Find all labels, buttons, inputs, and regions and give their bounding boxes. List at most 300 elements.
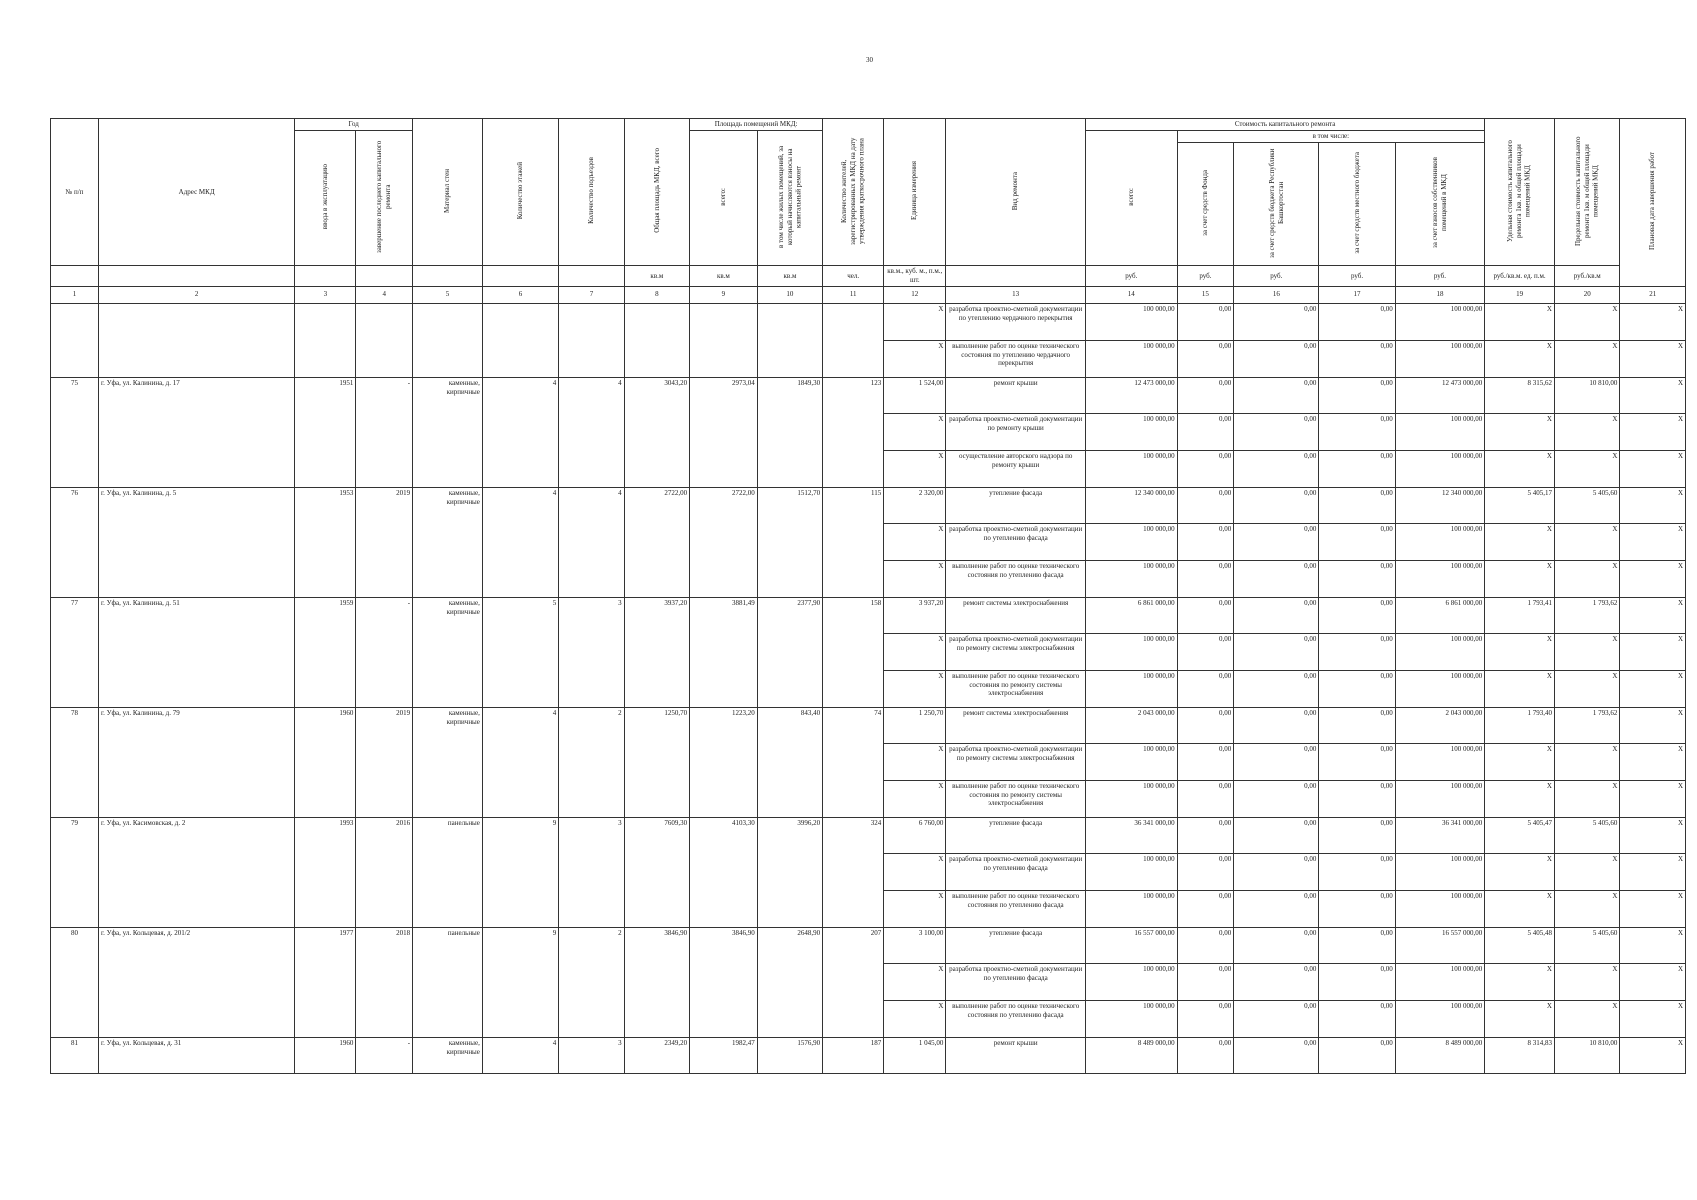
- header-area-living: в том числе жилых помещений, за который начисляются взносы на капитальный ремонт: [776, 145, 803, 248]
- cost-local-cell: 0,00: [1319, 377, 1395, 413]
- cost-total-cell: 100 000,00: [1085, 890, 1177, 927]
- work-type-cell: утепление фасада: [946, 927, 1086, 963]
- unit-cost-cell: 8 315,62: [1485, 377, 1555, 413]
- work-type-cell: выполнение работ по оценке технического состояния по утеплению фасада: [946, 560, 1086, 597]
- cost-local-cell: 0,00: [1319, 927, 1395, 963]
- column-number-row: [51, 286, 1686, 303]
- residents-cell: 158: [823, 597, 884, 707]
- cost-fund-cell: 0,00: [1177, 413, 1234, 450]
- row-number-cell: 80: [51, 927, 99, 1037]
- unit-label: кв.м., куб. м., п.м., шт.: [884, 266, 946, 287]
- area-all-cell: 3846,90: [690, 927, 758, 1037]
- table-row: [51, 377, 1686, 413]
- area-all-cell: 3881,49: [690, 597, 758, 707]
- end-date-cell: X: [1620, 780, 1686, 817]
- wall-material-cell: панельные: [413, 817, 483, 927]
- header-entrances: Количество подъездов: [587, 157, 596, 225]
- unit-label: чел.: [823, 266, 884, 287]
- unit-label: руб.: [1085, 266, 1177, 287]
- unit-label: кв.м: [690, 266, 758, 287]
- limit-cost-cell: X: [1554, 743, 1619, 780]
- entrances-cell: 3: [559, 597, 624, 707]
- column-number: 7: [559, 286, 624, 303]
- limit-cost-cell: X: [1554, 523, 1619, 560]
- cost-rb-cell: 0,00: [1234, 450, 1319, 487]
- table-row: [51, 817, 1686, 853]
- unit-cost-cell: X: [1485, 413, 1555, 450]
- cost-rb-cell: 0,00: [1234, 1037, 1319, 1073]
- header-cost-total: всего:: [1126, 187, 1135, 206]
- residents-cell: 123: [823, 377, 884, 487]
- unit-quantity-cell: X: [884, 340, 946, 377]
- unit-cost-cell: 1 793,40: [1485, 707, 1555, 743]
- unit-quantity-cell: X: [884, 890, 946, 927]
- cost-owners-cell: 100 000,00: [1395, 1000, 1485, 1037]
- cost-local-cell: 0,00: [1319, 560, 1395, 597]
- cost-rb-cell: 0,00: [1234, 597, 1319, 633]
- cost-fund-cell: 0,00: [1177, 377, 1234, 413]
- end-date-cell: X: [1620, 1000, 1686, 1037]
- header-last-repair: завершение последнего капитального ремонта: [375, 140, 393, 253]
- area-living-cell: 1576,90: [757, 1037, 822, 1073]
- empty-cell: [295, 303, 356, 377]
- column-number: 19: [1485, 286, 1555, 303]
- wall-material-cell: каменные, кирпичные: [413, 377, 483, 487]
- residents-cell: 187: [823, 1037, 884, 1073]
- unit-cost-cell: X: [1485, 523, 1555, 560]
- column-number: 15: [1177, 286, 1234, 303]
- limit-cost-cell: X: [1554, 340, 1619, 377]
- unit-cost-cell: X: [1485, 303, 1555, 340]
- end-date-cell: X: [1620, 487, 1686, 523]
- limit-cost-cell: 5 405,60: [1554, 927, 1619, 963]
- row-number-cell: 75: [51, 377, 99, 487]
- cost-owners-cell: 100 000,00: [1395, 670, 1485, 707]
- entrances-cell: 3: [559, 1037, 624, 1073]
- header-residents: Количество жителей, зарегистрированных в МКД на дату утверждения краткосрочного плана: [840, 137, 866, 245]
- limit-cost-cell: 10 810,00: [1554, 377, 1619, 413]
- cost-owners-cell: 100 000,00: [1395, 340, 1485, 377]
- empty-cell: [482, 303, 558, 377]
- cost-local-cell: 0,00: [1319, 597, 1395, 633]
- entrances-cell: 4: [559, 487, 624, 597]
- cost-fund-cell: 0,00: [1177, 1000, 1234, 1037]
- last-repair-cell: -: [356, 377, 413, 487]
- residents-cell: 207: [823, 927, 884, 1037]
- area-all-cell: 1982,47: [690, 1037, 758, 1073]
- empty-cell: [413, 303, 483, 377]
- cost-local-cell: 0,00: [1319, 853, 1395, 890]
- entrances-cell: 3: [559, 817, 624, 927]
- last-repair-cell: -: [356, 597, 413, 707]
- end-date-cell: X: [1620, 1037, 1686, 1073]
- cost-fund-cell: 0,00: [1177, 487, 1234, 523]
- unit-cost-cell: X: [1485, 340, 1555, 377]
- cost-local-cell: 0,00: [1319, 303, 1395, 340]
- table-body: [51, 303, 1686, 1073]
- cost-rb-cell: 0,00: [1234, 963, 1319, 1000]
- unit-cost-cell: X: [1485, 1000, 1555, 1037]
- end-date-cell: X: [1620, 743, 1686, 780]
- address-cell: г. Уфа, ул. Калинина, д. 17: [98, 377, 294, 487]
- year-built-cell: 1977: [295, 927, 356, 1037]
- cost-fund-cell: 0,00: [1177, 817, 1234, 853]
- header-unit-cost: Удельная стоимость капитального ремонта 1кв. м общей площади помещений МКД: [1506, 139, 1532, 242]
- cost-rb-cell: 0,00: [1234, 853, 1319, 890]
- cost-local-cell: 0,00: [1319, 1037, 1395, 1073]
- cost-owners-cell: 100 000,00: [1395, 780, 1485, 817]
- unit-quantity-cell: X: [884, 963, 946, 1000]
- limit-cost-cell: X: [1554, 890, 1619, 927]
- cost-rb-cell: 0,00: [1234, 817, 1319, 853]
- end-date-cell: X: [1620, 853, 1686, 890]
- header-num: № п/п: [51, 119, 99, 266]
- header-end-date: Плановая дата завершения работ: [1648, 151, 1657, 251]
- unit-quantity-cell: X: [884, 853, 946, 890]
- cost-fund-cell: 0,00: [1177, 853, 1234, 890]
- column-number: 16: [1234, 286, 1319, 303]
- column-number: 21: [1620, 286, 1686, 303]
- cost-total-cell: 6 861 000,00: [1085, 597, 1177, 633]
- empty-cell: [51, 303, 99, 377]
- column-number: 12: [884, 286, 946, 303]
- cost-owners-cell: 36 341 000,00: [1395, 817, 1485, 853]
- end-date-cell: X: [1620, 633, 1686, 670]
- empty-cell: [624, 303, 689, 377]
- cost-local-cell: 0,00: [1319, 780, 1395, 817]
- end-date-cell: X: [1620, 597, 1686, 633]
- area-living-cell: 2377,90: [757, 597, 822, 707]
- cost-fund-cell: 0,00: [1177, 340, 1234, 377]
- unit-cost-cell: X: [1485, 963, 1555, 1000]
- address-cell: г. Уфа, ул. Калинина, д. 79: [98, 707, 294, 817]
- cost-owners-cell: 100 000,00: [1395, 450, 1485, 487]
- limit-cost-cell: X: [1554, 1000, 1619, 1037]
- cost-total-cell: 100 000,00: [1085, 1000, 1177, 1037]
- cost-total-cell: 100 000,00: [1085, 670, 1177, 707]
- area-total-cell: 2349,20: [624, 1037, 689, 1073]
- residents-cell: 324: [823, 817, 884, 927]
- column-number: 13: [946, 286, 1086, 303]
- cost-owners-cell: 100 000,00: [1395, 743, 1485, 780]
- cost-local-cell: 0,00: [1319, 487, 1395, 523]
- row-number-cell: 81: [51, 1037, 99, 1073]
- end-date-cell: X: [1620, 560, 1686, 597]
- unit-quantity-cell: X: [884, 633, 946, 670]
- cost-total-cell: 100 000,00: [1085, 633, 1177, 670]
- work-type-cell: выполнение работ по оценке технического состояния по ремонту системы электроснабжения: [946, 670, 1086, 707]
- floors-cell: 4: [482, 1037, 558, 1073]
- row-number-cell: 76: [51, 487, 99, 597]
- header-cost-owners: за счет взносов собственников помещений в МКД: [1431, 157, 1448, 248]
- limit-cost-cell: X: [1554, 670, 1619, 707]
- header-material: Материал стен: [443, 168, 452, 213]
- column-number: 1: [51, 286, 99, 303]
- cost-rb-cell: 0,00: [1234, 340, 1319, 377]
- cost-rb-cell: 0,00: [1234, 743, 1319, 780]
- work-type-cell: разработка проектно-сметной документации по ремонту крыши: [946, 413, 1086, 450]
- end-date-cell: X: [1620, 963, 1686, 1000]
- end-date-cell: X: [1620, 523, 1686, 560]
- table-header: [51, 119, 1686, 304]
- cost-fund-cell: 0,00: [1177, 927, 1234, 963]
- cost-total-cell: 100 000,00: [1085, 523, 1177, 560]
- cost-fund-cell: 0,00: [1177, 707, 1234, 743]
- area-all-cell: 1223,20: [690, 707, 758, 817]
- cost-owners-cell: 100 000,00: [1395, 963, 1485, 1000]
- floors-cell: 9: [482, 817, 558, 927]
- year-built-cell: 1993: [295, 817, 356, 927]
- unit-quantity-cell: X: [884, 670, 946, 707]
- empty-cell: [690, 303, 758, 377]
- entrances-cell: 2: [559, 927, 624, 1037]
- limit-cost-cell: X: [1554, 780, 1619, 817]
- cost-rb-cell: 0,00: [1234, 890, 1319, 927]
- cost-owners-cell: 16 557 000,00: [1395, 927, 1485, 963]
- residents-cell: 74: [823, 707, 884, 817]
- cost-local-cell: 0,00: [1319, 890, 1395, 927]
- work-type-cell: осуществление авторского надзора по ремонту крыши: [946, 450, 1086, 487]
- cost-owners-cell: 6 861 000,00: [1395, 597, 1485, 633]
- end-date-cell: X: [1620, 340, 1686, 377]
- cost-fund-cell: 0,00: [1177, 963, 1234, 1000]
- area-living-cell: 1849,30: [757, 377, 822, 487]
- limit-cost-cell: 10 810,00: [1554, 1037, 1619, 1073]
- work-type-cell: выполнение работ по оценке технического состояния по утеплению фасада: [946, 1000, 1086, 1037]
- unit-quantity-cell: 1 250,70: [884, 707, 946, 743]
- limit-cost-cell: 5 405,60: [1554, 487, 1619, 523]
- cost-owners-cell: 100 000,00: [1395, 890, 1485, 927]
- column-number: 14: [1085, 286, 1177, 303]
- cost-owners-cell: 100 000,00: [1395, 853, 1485, 890]
- area-living-cell: 843,40: [757, 707, 822, 817]
- entrances-cell: 2: [559, 707, 624, 817]
- work-type-cell: разработка проектно-сметной документации по ремонту системы электроснабжения: [946, 633, 1086, 670]
- unit-cost-cell: 1 793,41: [1485, 597, 1555, 633]
- unit-label: руб.: [1319, 266, 1395, 287]
- area-total-cell: 3937,20: [624, 597, 689, 707]
- end-date-cell: X: [1620, 377, 1686, 413]
- cost-rb-cell: 0,00: [1234, 413, 1319, 450]
- wall-material-cell: каменные, кирпичные: [413, 487, 483, 597]
- area-total-cell: 1250,70: [624, 707, 689, 817]
- empty-cell: [356, 303, 413, 377]
- entrances-cell: 4: [559, 377, 624, 487]
- cost-local-cell: 0,00: [1319, 963, 1395, 1000]
- unit-quantity-cell: X: [884, 560, 946, 597]
- work-type-cell: выполнение работ по оценке технического состояния по утеплению чердачного перекрытия: [946, 340, 1086, 377]
- work-type-cell: утепление фасада: [946, 817, 1086, 853]
- cost-fund-cell: 0,00: [1177, 450, 1234, 487]
- cost-total-cell: 100 000,00: [1085, 853, 1177, 890]
- cost-fund-cell: 0,00: [1177, 670, 1234, 707]
- unit-cost-cell: X: [1485, 890, 1555, 927]
- unit-label: руб./кв.м. ед. п.м.: [1485, 266, 1555, 287]
- work-type-cell: разработка проектно-сметной документации по ремонту системы электроснабжения: [946, 743, 1086, 780]
- residents-cell: 115: [823, 487, 884, 597]
- header-area-all: всего:: [719, 187, 728, 206]
- unit-quantity-cell: X: [884, 413, 946, 450]
- row-number-cell: 78: [51, 707, 99, 817]
- unit-quantity-cell: X: [884, 450, 946, 487]
- header-cost-local: за счет средств местного бюджета: [1352, 151, 1361, 254]
- table-row: [51, 1037, 1686, 1073]
- unit-quantity-cell: X: [884, 743, 946, 780]
- end-date-cell: X: [1620, 303, 1686, 340]
- unit-cost-cell: 5 405,48: [1485, 927, 1555, 963]
- column-number: 2: [98, 286, 294, 303]
- cost-local-cell: 0,00: [1319, 707, 1395, 743]
- unit-quantity-cell: X: [884, 1000, 946, 1037]
- unit-cost-cell: X: [1485, 450, 1555, 487]
- limit-cost-cell: X: [1554, 450, 1619, 487]
- cost-total-cell: 100 000,00: [1085, 963, 1177, 1000]
- limit-cost-cell: X: [1554, 560, 1619, 597]
- end-date-cell: X: [1620, 450, 1686, 487]
- cost-local-cell: 0,00: [1319, 450, 1395, 487]
- work-type-cell: утепление фасада: [946, 487, 1086, 523]
- floors-cell: 4: [482, 377, 558, 487]
- year-built-cell: 1960: [295, 1037, 356, 1073]
- header-area-group: Площадь помещений МКД:: [690, 119, 823, 131]
- work-type-cell: ремонт системы электроснабжения: [946, 707, 1086, 743]
- floors-cell: 5: [482, 597, 558, 707]
- cost-local-cell: 0,00: [1319, 413, 1395, 450]
- area-all-cell: 2973,04: [690, 377, 758, 487]
- area-total-cell: 7609,30: [624, 817, 689, 927]
- unit-label: руб.: [1395, 266, 1485, 287]
- column-number: 5: [413, 286, 483, 303]
- header-year-group: Год: [295, 119, 413, 131]
- limit-cost-cell: X: [1554, 853, 1619, 890]
- column-number: 6: [482, 286, 558, 303]
- cost-local-cell: 0,00: [1319, 1000, 1395, 1037]
- limit-cost-cell: X: [1554, 633, 1619, 670]
- last-repair-cell: 2018: [356, 927, 413, 1037]
- address-cell: г. Уфа, ул. Калинина, д. 5: [98, 487, 294, 597]
- work-type-cell: разработка проектно-сметной документации по утеплению чердачного перекрытия: [946, 303, 1086, 340]
- cost-owners-cell: 12 340 000,00: [1395, 487, 1485, 523]
- cost-rb-cell: 0,00: [1234, 523, 1319, 560]
- unit-label: кв.м: [624, 266, 689, 287]
- unit-quantity-cell: 3 937,20: [884, 597, 946, 633]
- cost-rb-cell: 0,00: [1234, 670, 1319, 707]
- cost-total-cell: 100 000,00: [1085, 560, 1177, 597]
- header-work-type: Вид ремонта: [1011, 171, 1020, 210]
- cost-total-cell: 100 000,00: [1085, 413, 1177, 450]
- wall-material-cell: каменные, кирпичные: [413, 597, 483, 707]
- cost-fund-cell: 0,00: [1177, 890, 1234, 927]
- cost-local-cell: 0,00: [1319, 340, 1395, 377]
- column-number: 11: [823, 286, 884, 303]
- work-type-cell: выполнение работ по оценке технического состояния по ремонту системы электроснабжения: [946, 780, 1086, 817]
- unit-cost-cell: 5 405,17: [1485, 487, 1555, 523]
- cost-fund-cell: 0,00: [1177, 743, 1234, 780]
- end-date-cell: X: [1620, 413, 1686, 450]
- unit-cost-cell: X: [1485, 853, 1555, 890]
- unit-quantity-cell: 3 100,00: [884, 927, 946, 963]
- cost-rb-cell: 0,00: [1234, 707, 1319, 743]
- year-built-cell: 1951: [295, 377, 356, 487]
- unit-cost-cell: X: [1485, 743, 1555, 780]
- limit-cost-cell: X: [1554, 413, 1619, 450]
- cost-owners-cell: 100 000,00: [1395, 303, 1485, 340]
- header-year-built: ввода в эксплуатацию: [320, 164, 329, 230]
- column-number: 4: [356, 286, 413, 303]
- repair-plan-table: [50, 118, 1686, 1074]
- area-total-cell: 2722,00: [624, 487, 689, 597]
- unit-label: руб./кв.м: [1554, 266, 1619, 287]
- table-row: [51, 487, 1686, 523]
- cost-fund-cell: 0,00: [1177, 523, 1234, 560]
- address-cell: г. Уфа, ул. Кольцевая, д. 31: [98, 1037, 294, 1073]
- cost-rb-cell: 0,00: [1234, 560, 1319, 597]
- year-built-cell: 1959: [295, 597, 356, 707]
- last-repair-cell: 2016: [356, 817, 413, 927]
- header-floors: Количество этажей: [516, 162, 525, 220]
- unit-label: руб.: [1234, 266, 1319, 287]
- unit-label: руб.: [1177, 266, 1234, 287]
- floors-cell: 9: [482, 927, 558, 1037]
- cost-rb-cell: 0,00: [1234, 927, 1319, 963]
- unit-quantity-cell: X: [884, 780, 946, 817]
- unit-cost-cell: 5 405,47: [1485, 817, 1555, 853]
- limit-cost-cell: 5 405,60: [1554, 817, 1619, 853]
- column-number: 8: [624, 286, 689, 303]
- cost-owners-cell: 2 043 000,00: [1395, 707, 1485, 743]
- unit-cost-cell: X: [1485, 670, 1555, 707]
- cost-owners-cell: 8 489 000,00: [1395, 1037, 1485, 1073]
- area-living-cell: 1512,70: [757, 487, 822, 597]
- unit-cost-cell: X: [1485, 780, 1555, 817]
- cost-total-cell: 100 000,00: [1085, 743, 1177, 780]
- floors-cell: 4: [482, 487, 558, 597]
- floors-cell: 4: [482, 707, 558, 817]
- unit-cost-cell: X: [1485, 560, 1555, 597]
- row-number-cell: 79: [51, 817, 99, 927]
- unit-quantity-cell: 1 524,00: [884, 377, 946, 413]
- column-number: 10: [757, 286, 822, 303]
- work-type-cell: разработка проектно-сметной документации по утеплению фасада: [946, 963, 1086, 1000]
- cost-total-cell: 36 341 000,00: [1085, 817, 1177, 853]
- unit-cost-cell: X: [1485, 633, 1555, 670]
- cost-owners-cell: 12 473 000,00: [1395, 377, 1485, 413]
- cost-local-cell: 0,00: [1319, 817, 1395, 853]
- header-unit: Единица измерения: [910, 161, 919, 221]
- cost-total-cell: 100 000,00: [1085, 340, 1177, 377]
- unit-quantity-cell: 6 760,00: [884, 817, 946, 853]
- cost-fund-cell: 0,00: [1177, 597, 1234, 633]
- area-total-cell: 3043,20: [624, 377, 689, 487]
- last-repair-cell: 2019: [356, 487, 413, 597]
- address-cell: г. Уфа, ул. Касимовская, д. 2: [98, 817, 294, 927]
- limit-cost-cell: 1 793,62: [1554, 707, 1619, 743]
- area-all-cell: 4103,30: [690, 817, 758, 927]
- cost-fund-cell: 0,00: [1177, 560, 1234, 597]
- table-row: [51, 303, 1686, 340]
- column-number: 18: [1395, 286, 1485, 303]
- cost-owners-cell: 100 000,00: [1395, 633, 1485, 670]
- row-number-cell: 77: [51, 597, 99, 707]
- cost-fund-cell: 0,00: [1177, 1037, 1234, 1073]
- cost-local-cell: 0,00: [1319, 743, 1395, 780]
- cost-fund-cell: 0,00: [1177, 303, 1234, 340]
- empty-cell: [559, 303, 624, 377]
- last-repair-cell: 2019: [356, 707, 413, 817]
- cost-rb-cell: 0,00: [1234, 303, 1319, 340]
- cost-rb-cell: 0,00: [1234, 780, 1319, 817]
- cost-rb-cell: 0,00: [1234, 377, 1319, 413]
